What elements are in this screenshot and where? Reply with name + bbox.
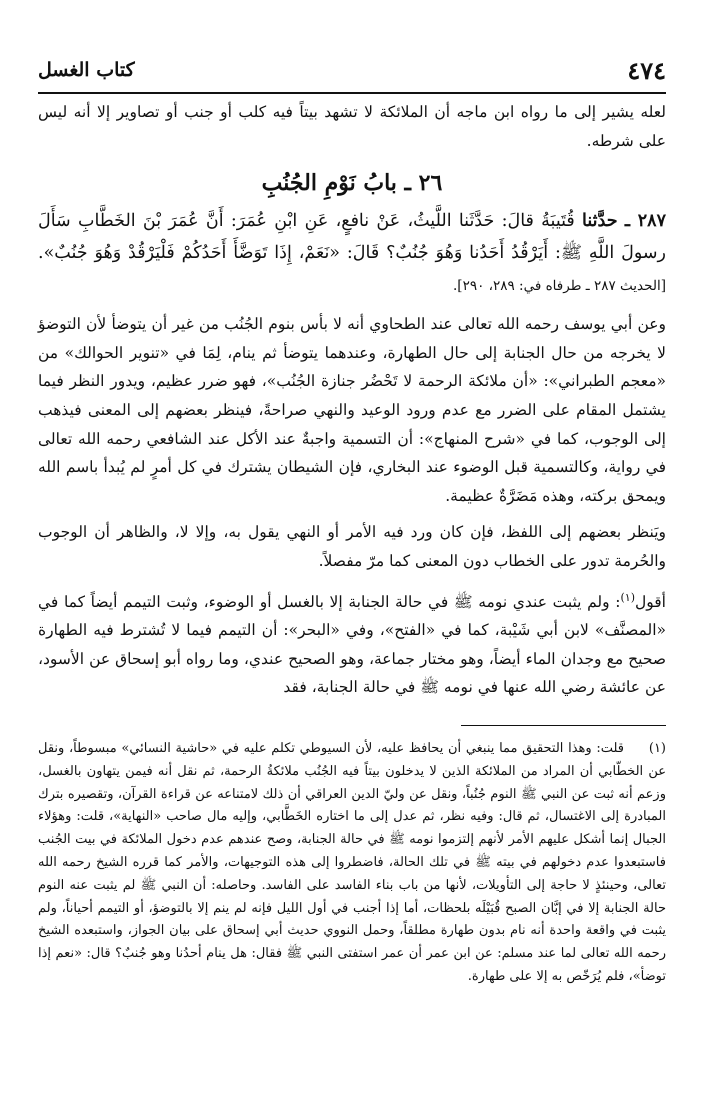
book-title: كتاب الغسل	[38, 59, 135, 81]
header-rule	[38, 92, 666, 94]
hadith-text: قُتَيبَةُ قالَ: حَدَّثَنا اللَّيثُ، عَنْ نافعٍ، عَنِ ابْنِ عُمَرَ: أَنَّ عُمَرَ بْنَ الخَطَّابِ سَأَلَ رسولَ اللَّهِ ﷺ: أَيَرْقُدُ أَحَدُنا وَهُوَ جُنُبٌ؟ قَالَ: «نَعَمْ، إِذَا تَوَضَّأَ أَحَدُكُمْ فَلْيَرْقُدْ وَهُوَ جُنُبٌ».	[38, 211, 666, 264]
footnote	[38, 738, 666, 989]
commentary-paragraph-last	[38, 584, 666, 703]
hadith-reference: [الحديث ٢٨٧ ـ طرفاه في: ٢٨٩، ٢٩٠].	[453, 278, 666, 295]
page-number: ٤٧٤	[627, 55, 666, 85]
hadith-number: ٢٨٧ ـ	[624, 211, 666, 232]
main-text	[38, 98, 666, 702]
commentary-paragraph: وعن أبي يوسف رحمه الله تعالى عند الطحاوي أنه لا بأس بنوم الجُنُب من غير أن يتوضأ لأن التوضؤ لا يخرجه من حال الجنابة إلى حال الطهارة، وعندهما يتوضأ ثم ينام، لِمَا في «تنوير الحوالك» من «معجم الطبراني»: «أن ملائكة الرحمة لا تَحْضُر جنازة الجُنُب»، فهو ضرر عظيم، ويدور النظر فيما يشتمل المقام على الضرر مع عدم ورود الوعيد والنهي صراحةً، فينظر بعضهم إلى المعنى فيذهب إلى الوجوب، كما في «شرح المنهاج»: أن التسمية واجبةٌ عند الأكل عند الشافعي رحمه الله تعالى في رواية، وكالتسمية قبل الوضوء عند البخاري، فإن الشيطان يشترك في كل أمرٍ لم يُبدأ باسم الله ويمحق بركته، وهذه مَضَرَّةٌ عظيمة.	[38, 315, 666, 505]
footnote-marker[interactable]: (١)	[620, 590, 635, 604]
paragraph-text: : ولم يثبت عندي نومه ﷺ في حالة الجنابة إلا بالغسل أو الوضوء، وثبت التيمم أيضاً كما في «المصنَّف» لابن أبي شَيْبة، كما في «الفتح»، وفي «البحر»: أن التيمم فيما لا تُشترط فيه الطهارة صحيح مع وجدان الماء أيضاً، وهو مختار جماعة، وهو الصحيح عندي، وما رواه أبو إسحاق عن الأسود، عن عائشة رضي الله عنها في نومه ﷺ في حالة الجنابة، فقد	[38, 592, 666, 697]
commentary-paragraph: ويَنظر بعضهم إلى اللفظ، فإن كان ورد فيه الأمر أو النهي يقول به، وإلا لا، والظاهر أن الوجوب والحُرمة تدور على الخطاب دون المعنى كما مرّ مفصلاً.	[38, 523, 666, 570]
footnote-text: قلت: وهذا التحقيق مما ينبغي أن يحافظ عليه، لأن السيوطي تكلم عليه في «حاشية النسائي» مبسوطاً، ونقل عن الخطّابي أن المراد من الملائكة الذين لا يدخلون بيتاً فيه الجُنُب ملائكةُ الرحمة، ثم نقل أنه فيمن يتهاون بالغسل، وزعم أنه ثبت عن النبي ﷺ النوم جُنُباً، ونقل عن وليّ الدين العراقي أن ذلك لامتناعه عن قراءة القرآن، وتقصيره بترك المبادرة إلى الاغتسال، ثم قال: وفيه نظر، ثم عدل إلى ما اختاره الخَطَّابي، وإليه مال صاحب «النهاية»، قلت: وهؤلاء الجبال إنما أشكل عليهم الأمر لأنهم إلتزموا نومه ﷺ في حالة الجنابة، وصح عندهم عدم دخول الملائكة في بيت الجُنب فاستبعدوا عدم دخولهم في بيته ﷺ في تلك الحالة، فاضطروا إلى هذه التوجيهات، والأمر كما قرره الشيخ رحمه الله تعالى، وحينئذٍ لا حاجة إلى التأويلات، لأنها من باب بناء الفاسد على الفاسد. وحاصله: أن النبي ﷺ لم يثبت عنه النوم حالة الجنابة إلا في إبَّان الصبح قُبَيْلَه بلحظات، أما إذا أجنب في أول الليل فإنه لم ينم إلا بالتوضؤ، أو التيمم أحياناً، ولم يثبت في واقعة واحدة أنه نام بدون طهارة مطلقاً، وحمل النووي حديث أبي إسحاق على بيان الجواز، واستبعده الشيخ رحمه الله تعالى لما عند مسلم: عن ابن عمر أن عمر استفتى النبي ﷺ فقال: هل ينام أحدُنا وهو جُنبٌ؟ قال: «نعم إذا توضأ»، فلم يُرَخّص به إلا على طهارة.	[38, 741, 666, 984]
paragraph-lead: أقول	[635, 592, 666, 611]
footnote-rule	[461, 725, 666, 726]
intro-paragraph: لعله يشير إلى ما رواه ابن ماجه أن الملائكة لا تشهد بيتاً فيه كلب أو جنب أو تصاوير إلا أنه ليس على شرطه.	[38, 103, 666, 150]
hadith-block	[38, 205, 666, 302]
narration-label: حدَّثنا	[582, 211, 618, 232]
footnote-label: (١)	[648, 741, 666, 756]
footnote-paragraph	[38, 738, 666, 989]
chapter-title: ٢٦ ـ بابُ نَوْمِ الجُنُبِ	[261, 170, 443, 197]
page-header	[38, 50, 666, 90]
